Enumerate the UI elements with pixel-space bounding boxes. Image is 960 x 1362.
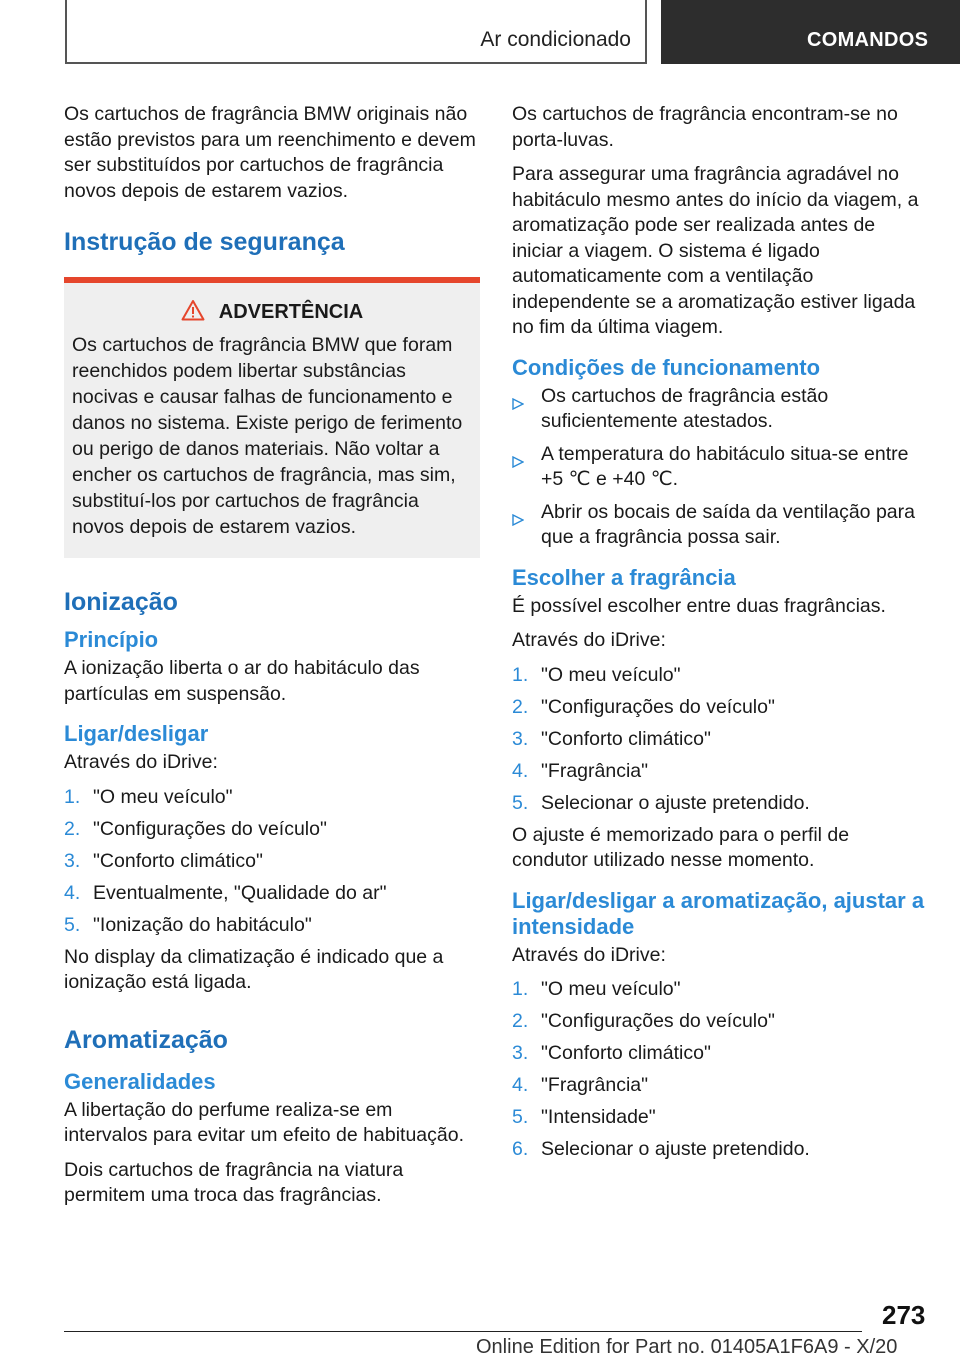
step-text: "O meu veículo" [541, 663, 681, 686]
warning-body: Os cartuchos de fragrância BMW que foram reenchidos podem libertar substâncias nocivas e causar falhas de funcionamento e danos no sistema. Existe perigo de ferimento ou perigo de danos materiais. Não voltar a encher os cartuchos de fragrância, mas sim, substituí-los por cartuchos de fragrância novos depois de estarem vazios. [72, 334, 463, 538]
step-text: Selecionar o ajuste pretendido. [541, 1138, 810, 1160]
conditions-list [512, 384, 928, 551]
step-text: "Intensidade" [541, 1106, 656, 1128]
choose-note: O ajuste é memorizado para o perfil de condutor utilizado nesse momento. [512, 823, 850, 871]
list-item [512, 500, 928, 551]
choose-heading: Escolher a fragrância [512, 564, 736, 590]
ionization-heading: Ionização [64, 588, 178, 616]
list-item [64, 881, 480, 907]
step-number: 4. [512, 759, 529, 782]
step-number: 4. [512, 1074, 529, 1096]
list-item [64, 913, 480, 939]
step-number: 5. [64, 913, 81, 936]
list-item [512, 759, 928, 785]
safety-heading: Instrução de segurança [64, 228, 345, 256]
step-number: 5. [512, 1106, 529, 1128]
general-heading: Generalidades [64, 1068, 216, 1094]
step-text: "Configurações do veículo" [541, 1010, 775, 1032]
condition-text: A temperatura do habitáculo situa-se entre +5 ℃ e +40 ℃. [541, 442, 909, 490]
list-item [512, 1009, 928, 1035]
step-number: 3. [64, 849, 81, 872]
list-item [64, 849, 480, 875]
step-text: Selecionar o ajuste pretendido. [541, 791, 810, 814]
step-text: "Configurações do veículo" [541, 695, 775, 718]
list-item [512, 695, 928, 721]
list-item [512, 977, 928, 1003]
condition-text: Os cartuchos de fragrância estão suficientemente atestados. [541, 384, 829, 432]
warning-box [64, 283, 480, 558]
step-number: 2. [512, 695, 529, 718]
warning-title-row [72, 299, 472, 326]
header-section-tab [65, 0, 647, 64]
step-number: 6. [512, 1138, 529, 1160]
conditions-heading: Condições de funcionamento [512, 354, 821, 380]
warning-title: ADVERTÊNCIA [218, 301, 364, 323]
warning-block [64, 277, 480, 558]
left-column [64, 102, 480, 1218]
step-text: "Fragrância" [541, 1074, 649, 1096]
triangle-bullet-icon [512, 384, 541, 435]
step-text: "Ionização do habitáculo" [93, 913, 312, 936]
list-item [512, 1137, 928, 1163]
step-text: "Conforto climático" [541, 727, 711, 750]
chapter-title: COMANDOS [807, 29, 929, 51]
list-item [64, 817, 480, 843]
step-text: Eventualmente, "Qualidade do ar" [93, 881, 387, 904]
list-item [512, 384, 928, 435]
intensity-heading: Ligar/desligar a aromatização, ajustar a intensidade [512, 887, 925, 939]
list-item [512, 1073, 928, 1099]
onoff-note: No display da climatização é indicado que a ionização está ligada. [64, 945, 444, 993]
footer-divider [64, 1331, 862, 1332]
section-title: Ar condicionado [480, 28, 631, 51]
storage-paragraph: Os cartuchos de fragrância encontram-se no porta-luvas. [512, 103, 898, 151]
principle-text: A ionização liberta o ar do habitáculo das partículas em suspensão. [64, 657, 420, 705]
step-number: 1. [64, 785, 81, 808]
page-number: 273 [882, 1300, 926, 1330]
list-item [512, 1041, 928, 1067]
principle-heading: Princípio [64, 627, 159, 652]
intro-paragraph: Os cartuchos de fragrância BMW originais não estão previstos para um reenchimento e devem ser substituídos por cartuchos de fragrância novos depois de estarem vazios. [64, 103, 476, 202]
choose-via: Através do iDrive: [512, 629, 666, 651]
step-text: "Conforto climático" [541, 1042, 711, 1064]
onoff-via: Através do iDrive: [64, 751, 218, 773]
step-text: "Fragrância" [541, 759, 649, 782]
condition-text: Abrir os bocais de saída da ventilação para que a fragrância possa sair. [541, 500, 915, 548]
step-number: 4. [64, 881, 81, 904]
step-text: "O meu veículo" [93, 785, 233, 808]
step-text: "O meu veículo" [541, 978, 681, 1000]
step-text: "Conforto climático" [93, 849, 263, 872]
list-item [512, 727, 928, 753]
step-number: 1. [512, 978, 529, 1000]
triangle-bullet-icon [512, 442, 541, 493]
step-number: 2. [64, 817, 81, 840]
list-item [64, 785, 480, 811]
right-column [512, 102, 928, 1169]
onoff-heading: Ligar/desligar [64, 721, 209, 746]
intensity-via: Através do iDrive: [512, 943, 666, 966]
list-item [512, 1105, 928, 1131]
warning-triangle-icon [181, 299, 205, 326]
general-paragraph-2: Dois cartuchos de fragrância na viatura permitem uma troca das fragrâncias. [64, 1158, 404, 1206]
triangle-bullet-icon [512, 500, 541, 551]
general-paragraph-1: A libertação do perfume realiza-se em intervalos para evitar um efeito de habituação. [64, 1098, 464, 1146]
step-number: 5. [512, 791, 529, 814]
step-number: 2. [512, 1010, 529, 1032]
list-item [512, 442, 928, 493]
intensity-steps [512, 977, 928, 1163]
header-chapter-tab [661, 0, 960, 64]
step-text: "Configurações do veículo" [93, 817, 327, 840]
list-item [512, 663, 928, 689]
onoff-steps [64, 785, 480, 939]
choose-text: É possível escolher entre duas fragrâncias. [512, 594, 886, 617]
aroma-heading: Aromatização [64, 1025, 228, 1054]
choose-steps [512, 663, 928, 817]
step-number: 3. [512, 727, 529, 750]
step-number: 1. [512, 663, 529, 686]
preconditioning-paragraph: Para assegurar uma fragrância agradável no habitáculo mesmo antes do início da viagem, a aromatização pode ser realizada antes de iniciar a viagem. O sistema é ligado automaticamente com a ventilação independente se a aromatização estiver ligada no fim da última viagem. [512, 163, 919, 338]
edition-text: Online Edition for Part no. 01405A1F6A9 - X/20 [476, 1336, 898, 1358]
list-item [512, 791, 928, 817]
step-number: 3. [512, 1042, 529, 1064]
